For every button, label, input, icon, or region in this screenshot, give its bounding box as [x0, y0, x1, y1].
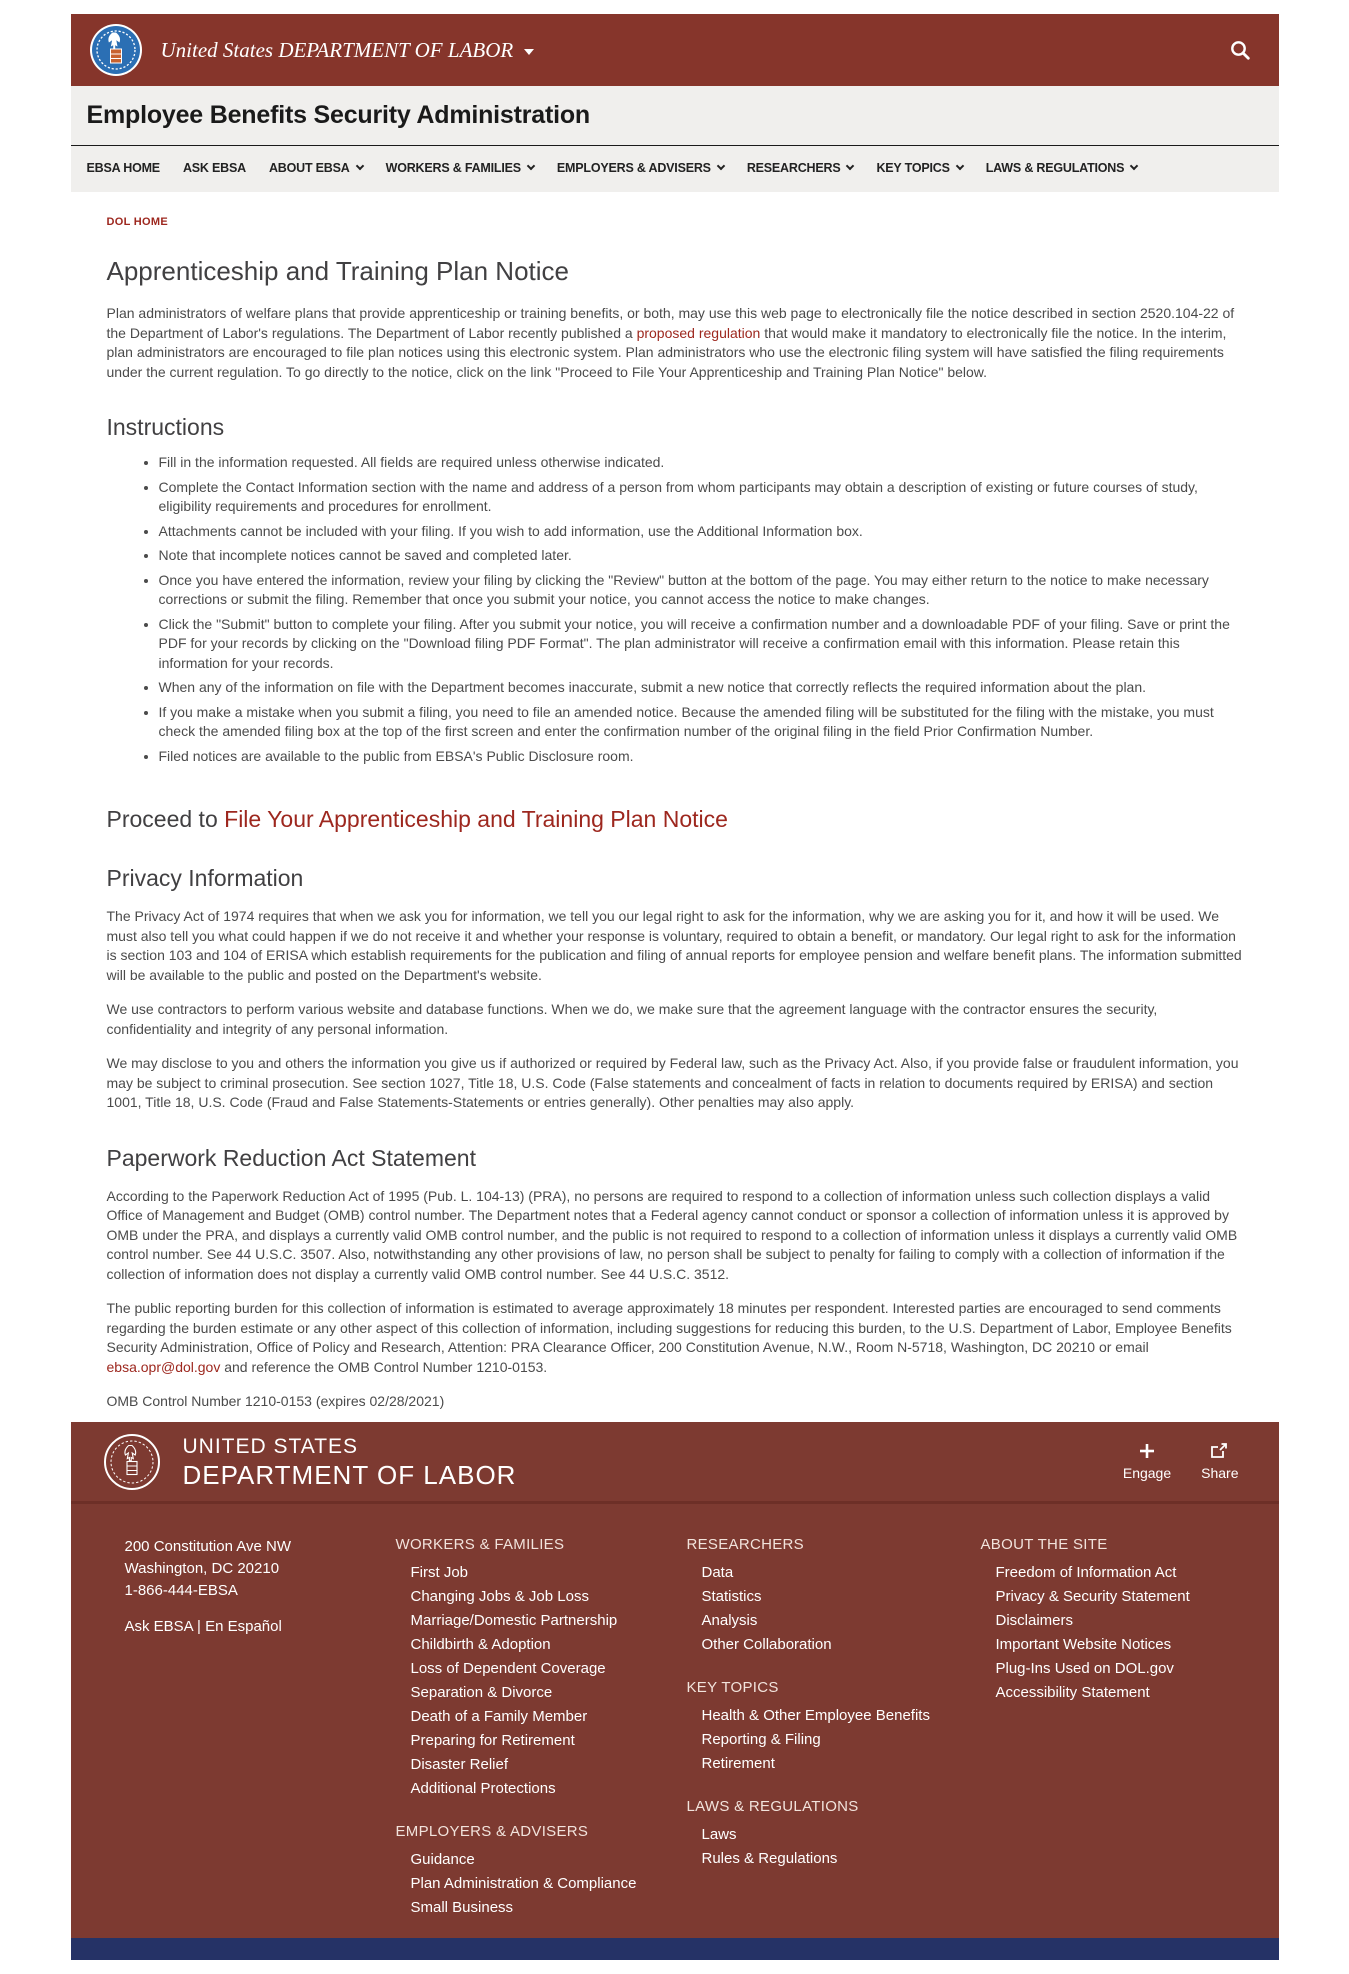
instruction-item: • Once you have entered the information, review your filing by clicking the "Review" button at the bottom of the page. You may either return to the notice to make necessary corrections or submit the filing. Remember that once you submit your notice, you cannot access the notice to make changes. [159, 571, 1243, 610]
masthead-title-label: United States DEPARTMENT OF LABOR [160, 37, 514, 62]
chevron-down-icon [1130, 162, 1138, 170]
footer-link[interactable]: Disaster Relief [410, 1756, 509, 1773]
plus-icon [1139, 1443, 1155, 1459]
search-icon [1229, 39, 1251, 61]
footer-link[interactable]: Other Collaboration [701, 1636, 832, 1653]
agency-title: Employee Benefits Security Administration [86, 101, 590, 129]
footer-brand-line2: DEPARTMENT OF LABOR [182, 1459, 517, 1490]
footer-link[interactable]: Disclaimers [995, 1612, 1074, 1629]
instructions-heading: Instructions [106, 414, 225, 440]
intro-paragraph [107, 304, 1243, 382]
nav-laws-regulations[interactable] [986, 161, 1138, 175]
nav-label: LAWS & REGULATIONS [985, 161, 1125, 175]
footer-link[interactable]: Accessibility Statement [995, 1684, 1150, 1701]
footer-link[interactable]: Preparing for Retirement [410, 1732, 575, 1749]
footer-bottom-bar [71, 1938, 1279, 1960]
chevron-down-icon [355, 162, 363, 170]
nav-label: ABOUT EBSA [268, 161, 350, 175]
footer-workers-column [396, 1520, 687, 1938]
instruction-item: • Filed notices are available to the public from EBSA's Public Disclosure room. [159, 747, 1243, 767]
footer-heading-researchers[interactable]: RESEARCHERS [686, 1536, 804, 1553]
footer-link[interactable]: Data [701, 1564, 734, 1581]
footer-address-column [125, 1520, 396, 1938]
main-content [71, 192, 1279, 1422]
pra-text: and reference the OMB Control Number 1210-0153. [220, 1358, 548, 1375]
footer-link[interactable]: Freedom of Information Act [995, 1564, 1177, 1581]
footer-heading-employers-advisers[interactable]: EMPLOYERS & ADVISERS [395, 1823, 589, 1840]
footer-heading-laws-regulations[interactable]: LAWS & REGULATIONS [686, 1798, 859, 1815]
share-label: Share [1201, 1464, 1239, 1481]
file-notice-link[interactable]: File Your Apprenticeship and Training Plan Notice [224, 806, 728, 832]
footer-body [71, 1504, 1279, 1938]
main-nav [71, 146, 1279, 192]
masthead [71, 14, 1279, 86]
nav-key-topics[interactable] [876, 161, 962, 175]
privacy-paragraph-2: We use contractors to perform various website and database functions. When we do, we make sure that the agreement language with the contractor ensures the security, confidentiality and integrity of any personal information. [106, 1001, 1158, 1037]
footer-link[interactable]: Important Website Notices [995, 1636, 1172, 1653]
footer-researchers-list [702, 1561, 981, 1657]
proposed-regulation-link[interactable]: proposed regulation [636, 324, 761, 341]
ebsa-email-link[interactable]: ebsa.opr@dol.gov [106, 1358, 221, 1375]
omb-control-line: OMB Control Number 1210-0153 (expires 02/28/2021) [106, 1393, 445, 1409]
footer-link[interactable]: First Job [410, 1564, 469, 1581]
share-icon [1211, 1443, 1228, 1459]
page-title: Apprenticeship and Training Plan Notice [106, 256, 570, 286]
nav-label: KEY TOPICS [876, 161, 950, 175]
footer-employers-list [411, 1848, 687, 1920]
footer-link[interactable]: Changing Jobs & Job Loss [410, 1588, 589, 1605]
instruction-item: • Fill in the information requested. All fields are required unless otherwise indicated. [159, 453, 1243, 473]
footer-heading-about-site[interactable]: ABOUT THE SITE [980, 1536, 1108, 1553]
footer-key-topics-list [702, 1704, 981, 1776]
footer-about-list [996, 1561, 1279, 1705]
footer-link[interactable]: Laws [701, 1826, 737, 1843]
footer-link[interactable]: Loss of Dependent Coverage [410, 1660, 606, 1677]
nav-label: ASK EBSA [182, 161, 246, 175]
instruction-item: • If you make a mistake when you submit a filing, you need to file an amended notice. Because the amended filing will be substituted for the filing with the mistake, you must check the amended filing box at the top of the first screen and enter the confirmation number of the original filing in the field Prior Confirmation Number. [159, 703, 1243, 742]
footer-link[interactable]: Health & Other Employee Benefits [701, 1707, 930, 1724]
privacy-heading: Privacy Information [106, 865, 304, 891]
nav-workers-families[interactable] [386, 161, 534, 175]
nav-label: WORKERS & FAMILIES [385, 161, 521, 175]
nav-ask-ebsa[interactable] [183, 161, 246, 175]
footer-link[interactable]: Small Business [410, 1899, 514, 1916]
privacy-paragraph-1: The Privacy Act of 1974 requires that when we ask you for information, we tell you our legal right to ask for the information, why we are asking you for it, and how it will be used. We must also tell you what could happen if we do not receive it and whether your response is voluntary, required to obtain a benefit, or mandatory. Our legal right to ask for the information is section 103 and 104 of ERISA which establish requirements for the publication and filing of annual reports for employee pension and welfare benefit plans. The information submitted will be available to the public and posted on the Department's website. [106, 908, 1242, 983]
footer-address-line2: Washington, DC 20210 [124, 1560, 280, 1577]
footer-link[interactable]: Statistics [701, 1588, 762, 1605]
nav-label: RESEARCHERS [746, 161, 841, 175]
nav-researchers[interactable] [747, 161, 854, 175]
footer-address-line1: 200 Constitution Ave NW [124, 1538, 291, 1555]
proceed-line [107, 806, 1243, 833]
agency-bar [71, 86, 1279, 192]
footer-workers-list [411, 1561, 687, 1801]
instruction-item: • Note that incomplete notices cannot be saved and completed later. [159, 546, 1243, 566]
chevron-down-icon [527, 162, 535, 170]
share-button[interactable] [1201, 1443, 1238, 1481]
pra-paragraph-2 [107, 1299, 1243, 1377]
footer-link[interactable]: Rules & Regulations [701, 1850, 838, 1867]
nav-label: EBSA HOME [86, 161, 160, 175]
nav-about-ebsa[interactable] [269, 161, 363, 175]
instruction-item: • Complete the Contact Information section with the name and address of a person from whom participants may obtain a description of existing or future courses of study, eligibility requirements and procedures for enrollment. [159, 478, 1243, 517]
pra-paragraph-1: According to the Paperwork Reduction Act of 1995 (Pub. L. 104-13) (PRA), no persons are required to respond to a collection of information unless such collection displays a valid Office of Management and Budget (OMB) control number. The Department notes that a Federal agency cannot conduct or sponsor a collection of information unless it is approved by OMB under the PRA, and displays a currently valid OMB control number, and the public is not required to respond to a collection of information unless it displays a currently valid OMB control number. See 44 U.S.C. 3507. Also, notwithstanding any other provisions of law, no person shall be subject to penalty for failing to comply with a collection of information if the collection of information does not display a currently valid OMB control number. See 44 U.S.C. 3512. [106, 1187, 1238, 1282]
footer-link[interactable]: Marriage/Domestic Partnership [410, 1612, 618, 1629]
nav-employers-advisers[interactable] [557, 161, 724, 175]
pra-heading: Paperwork Reduction Act Statement [106, 1144, 476, 1171]
instruction-item: • Attachments cannot be included with your filing. If you wish to add information, use the Additional Information box. [159, 522, 1243, 542]
footer-link[interactable]: Privacy & Security Statement [995, 1588, 1190, 1605]
page-container [71, 14, 1279, 1960]
intro-text: that would make it mandatory to electronically file the notice. In the interim, plan administrators are encouraged to file plan notices using this electronic system. Plan administrators who use the electronic filing system will have satisfied the filing requirements under the current regulation. To go directly to the notice, click on the link "Proceed to File Your Apprenticeship and Training Plan Notice" below. [106, 324, 1227, 380]
footer-brand [183, 1434, 517, 1490]
privacy-paragraph-3: We may disclose to you and others the information you give us if authorized or required by Federal law, such as the Privacy Act. Also, if you provide false or fraudulent information, you may be subject to criminal prosecution. See section 1027, Title 18, U.S. Code (False statements and concealment of facts in relation to documents required by ERISA) and section 1001, Title 18, U.S. Code (Fraud and False Statements-Statements or entries generally). Other penalties may also apply. [106, 1055, 1239, 1110]
footer-about-column [981, 1520, 1279, 1938]
footer-phone: 1-866-444-EBSA [124, 1582, 238, 1599]
footer-brand-line1: UNITED STATES [182, 1434, 359, 1458]
intro-text: Plan administrators of welfare plans that provide apprenticeship or training benefits, or both, may use this web page to electronically file the notice described in section 2520.104-22 of the Department of Labor's regulations. The Department of Labor recently published a [106, 305, 1235, 341]
footer-link[interactable]: Plan Administration & Compliance [410, 1875, 637, 1892]
footer-heading-key-topics[interactable]: KEY TOPICS [686, 1679, 779, 1696]
footer-laws-list [702, 1823, 981, 1871]
footer-researchers-column [687, 1520, 981, 1938]
instruction-item: • Click the "Submit" button to complete your filing. After you submit your notice, you will receive a confirmation number and a downloadable PDF of your filing. Save or print the PDF for your records by clicking on the "Download filing PDF Format". The plan administrator will receive a confirmation email with this information. Please retain this information for your records. [159, 615, 1243, 674]
footer [71, 1422, 1279, 1960]
footer-link[interactable]: Plug-Ins Used on DOL.gov [995, 1660, 1174, 1677]
footer-link[interactable]: Death of a Family Member [410, 1708, 588, 1725]
engage-button[interactable] [1123, 1443, 1171, 1481]
engage-label: Engage [1122, 1464, 1172, 1481]
footer-link[interactable]: Analysis [701, 1612, 758, 1629]
footer-link[interactable]: Reporting & Filing [701, 1731, 821, 1748]
chevron-down-icon [955, 162, 963, 170]
proceed-prefix: Proceed to [106, 806, 225, 832]
footer-top [71, 1422, 1279, 1504]
footer-link[interactable]: Childbirth & Adoption [410, 1636, 551, 1653]
dol-seal-outline-icon [103, 1433, 161, 1491]
footer-actions [1123, 1443, 1239, 1481]
footer-ask-ebsa-links[interactable]: Ask EBSA | En Español [124, 1618, 282, 1635]
pra-text: The public reporting burden for this collection of information is estimated to average approximately 18 minutes per respondent. Interested parties are encouraged to send comments regarding the burden estimate or any other aspect of this collection of information, including suggestions for reducing this burden, to the U.S. Department of Labor, Employee Benefits Security Administration, Office of Policy and Research, Attention: PRA Clearance Officer, 200 Constitution Avenue, N.W., Room N-5718, Washington, DC 20210 or email [106, 1300, 1232, 1355]
chevron-down-icon [717, 162, 725, 170]
search-button[interactable] [1229, 39, 1251, 61]
footer-link[interactable]: Guidance [410, 1851, 475, 1868]
footer-link[interactable]: Retirement [701, 1755, 775, 1772]
instructions-list [107, 453, 1243, 766]
masthead-title-menu[interactable] [161, 38, 535, 63]
footer-link[interactable]: Separation & Divorce [410, 1684, 553, 1701]
breadcrumb-dol-home[interactable]: DOL HOME [106, 216, 168, 228]
footer-heading-workers-families[interactable]: WORKERS & FAMILIES [395, 1536, 565, 1553]
instruction-item: • When any of the information on file with the Department becomes inaccurate, submit a new notice that correctly reflects the required information about the plan. [159, 678, 1243, 698]
nav-ebsa-home[interactable] [87, 161, 160, 175]
caret-down-icon [524, 49, 534, 55]
chevron-down-icon [846, 162, 854, 170]
footer-link[interactable]: Additional Protections [410, 1780, 556, 1797]
nav-label: EMPLOYERS & ADVISERS [556, 161, 711, 175]
dol-seal-icon [89, 23, 143, 77]
